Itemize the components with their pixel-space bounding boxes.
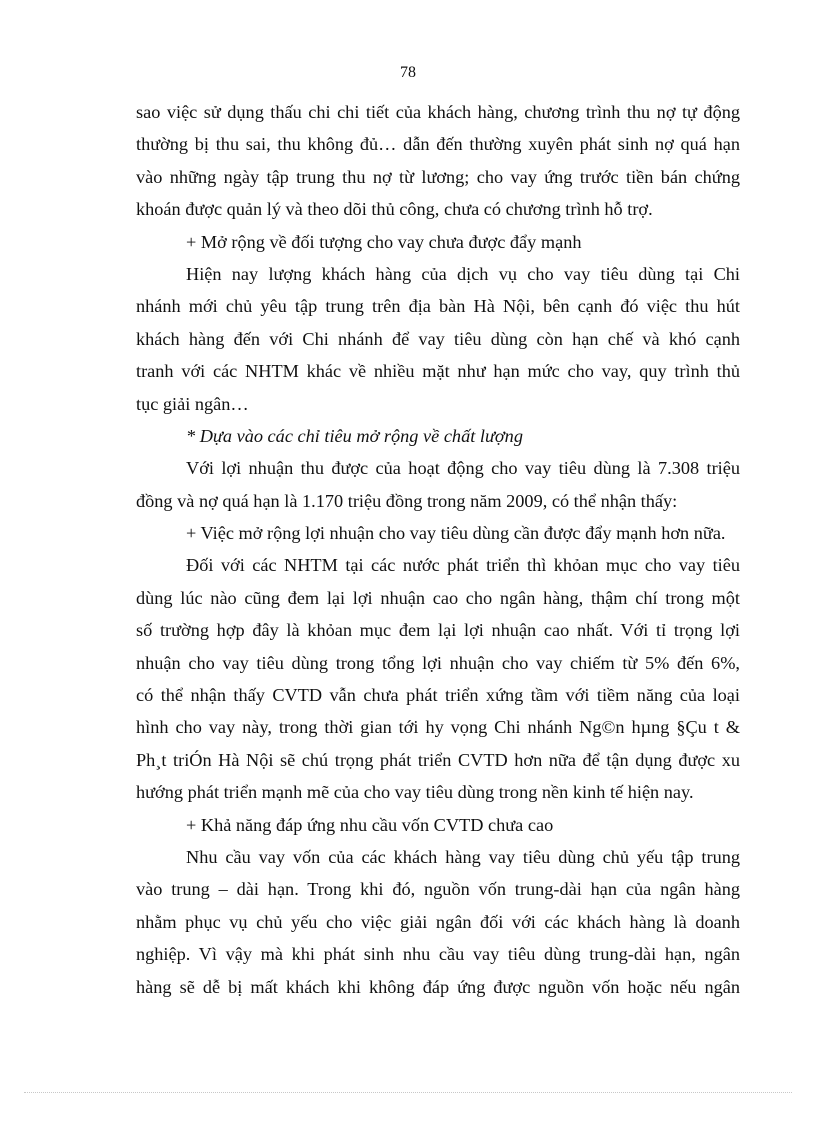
text-line: nghiệp. Vì vậy mà khi phát sinh nhu cầu vay tiêu dùng trung-dài hạn, ngân (136, 944, 740, 965)
text-line: hướng phát triển mạnh mẽ của cho vay tiêu dùng trong nền kinh tế hiện nay. (136, 782, 694, 803)
text-line: + Khả năng đáp ứng nhu cầu vốn CVTD chưa cao (186, 814, 554, 835)
text-line: nhằm phục vụ chủ yếu cho việc giải ngân đối với các khách hàng là doanh (136, 911, 740, 932)
text-line: + Việc mở rộng lợi nhuận cho vay tiêu dùng cần được đẩy mạnh hơn nữa. (186, 523, 726, 544)
text-line: có thể nhận thấy CVTD vẫn chưa phát triển xứng tầm với tiềm năng của loại (136, 685, 740, 706)
text-line: tục giải ngân… (136, 393, 249, 414)
text-line: thường bị thu sai, thu không đủ… dẫn đến thường xuyên phát sinh nợ quá hạn (136, 134, 740, 155)
text-line: dùng lúc nào cũng đem lại lợi nhuận cao cho ngân hàng, thậm chí trong một (136, 587, 740, 608)
text-line: đồng và nợ quá hạn là 1.170 triệu đồng trong năm 2009, có thể nhận thấy: (136, 490, 678, 511)
page-bottom-divider (24, 1092, 792, 1093)
text-line: + Mở rộng về đối tượng cho vay chưa được đẩy mạnh (186, 231, 582, 252)
text-line: vào những ngày tập trung thu nợ từ lương; cho vay ứng trước tiền bán chứng (136, 166, 740, 187)
text-line: sao việc sử dụng thấu chi chi tiết của khách hàng, chương trình thu nợ tự động (136, 102, 740, 122)
text-line: Đối với các NHTM tại các nước phát triển thì khỏan mục cho vay tiêu (186, 555, 740, 576)
text-line: Với lợi nhuận thu được của hoạt động cho vay tiêu dùng là 7.308 triệu (186, 458, 740, 479)
text-line: tranh với các NHTM khác về nhiều mặt như hạn mức cho vay, quy trình thủ (136, 361, 740, 382)
text-line: Ph¸t triÓn Hà Nội sẽ chú trọng phát triển CVTD hơn nữa để tận dụng được xu (136, 749, 740, 770)
document-body (136, 96, 740, 1003)
text-line: * Dựa vào các chỉ tiêu mở rộng về chất lượng (186, 425, 523, 446)
text-line: số trường hợp đây là khỏan mục đem lại lợi nhuận cao nhất. Với tỉ trọng lợi (136, 620, 740, 641)
text-line: vào trung – dài hạn. Trong khi đó, nguồn vốn trung-dài hạn của ngân hàng (136, 879, 740, 900)
text-line: khoán được quản lý và theo dõi thủ công, chưa có chương trình hỗ trợ. (136, 199, 653, 220)
text-line: nhánh mới chủ yêu tập trung trên địa bàn Hà Nội, bên cạnh đó việc thu hút (136, 296, 740, 317)
text-line: hàng sẽ dễ bị mất khách khi không đáp ứng được nguồn vốn hoặc nếu ngân (136, 976, 740, 997)
text-line: hình cho vay này, trong thời gian tới hy vọng Chi nhánh Ng©n hµng §Çu t & (136, 717, 740, 738)
text-line: nhuận cho vay tiêu dùng trong tổng lợi nhuận cho vay chiếm từ 5% đến 6%, (136, 652, 740, 673)
text-line: Nhu cầu vay vốn của các khách hàng vay tiêu dùng chủ yếu tập trung (186, 846, 740, 867)
page-number: 78 (400, 64, 416, 81)
text-line: Hiện nay lượng khách hàng của dịch vụ cho vay tiêu dùng tại Chi (186, 263, 740, 284)
text-line: khách hàng đến với Chi nhánh để vay tiêu dùng còn hạn chế và khó cạnh (136, 328, 740, 349)
